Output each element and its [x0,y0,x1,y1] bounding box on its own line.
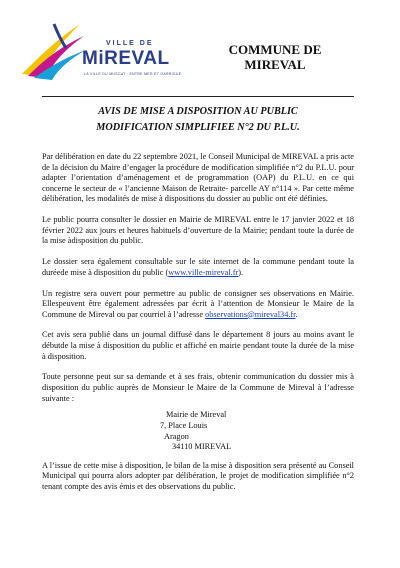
paragraph-conclusion: A l’issue de cette mise à disposition, le bilan de la mise à disposition sera présenté au Conseil Municipal qui pourra alors adopter par délibération, le projet de modification simplifiée n°2 tenant compte des avis émis et des observations du public. [42,460,354,491]
logo-prefix: VILLE DE [106,40,154,47]
logo-tagline: LA VILLE DU MUSCAT · ENTRE MER ET GARRIGUE [84,72,182,76]
address-line-3: Aragon [164,431,189,441]
website-text-end: ). [238,267,244,277]
page-header [0,0,400,90]
commune-heading [200,42,350,72]
paragraph-register [42,289,354,321]
mairie-address [42,410,354,452]
paragraph-consultation: Le public pourra consulter le dossier en Mairie de MIREVAL entre le 17 janvier 2022 et 18 février 2022 aux jours et heures habituels d’ouverture de la Mairie; pendant toute la durée de la mise àdisposition du public. [42,215,354,246]
commune-line-1: COMMUNE DE [228,42,322,57]
paragraph-website [42,257,354,278]
notice-body [42,152,354,503]
website-text: Le dossier sera également consultable sur le site internet de la commune pendant toute la duréede mise à disposition du public ( [42,257,354,277]
address-line-4: 34110 MIREVAL [172,442,232,452]
mireval-logo [18,18,182,80]
notice-title [42,104,354,136]
address-line-1: Mairie de Mireval [166,410,227,420]
title-line-1: AVIS DE MISE A DISPOSITION AU PUBLIC [98,106,298,117]
logo-name: MiREVAL [82,48,170,69]
email-link[interactable]: observations@mireval34.fr [205,309,296,319]
commune-line-2: MIREVAL [244,57,306,72]
register-text-end: . [295,309,298,319]
paragraph-deliberation: Par délibération en date du 22 septembre 2021, le Conseil Municipal de MIREVAL a pris acte de la décision du Maire d’engager la procédure de modification simplifiée n°2 du P.L.U. pour adapter l’orientation d’aménagement et de programmation (OAP) du P.L.U. en ce qui concerne le secteur de « l’ancienne Maison de Retraite- parcelle AY n°114 ». Par cette même délibération, les modalités de mise à dispositions du dossier au public ont été définies. [42,152,354,204]
register-text: Un registre sera ouvert pour permettre au public de consigner ses observations en Mairie. Ellespeuvent être également adressées par écrit à l’attention de Monsieur le Maire de la Commune de Mireval ou par courriel à l’adresse [42,288,354,319]
website-link[interactable]: www.ville-mireval.fr [168,267,239,277]
logo-swoosh-icon [18,18,88,80]
paragraph-publication: Cet avis sera publié dans un journal diffusé dans le département 8 jours au moins avant le débutde la mise à disposition du public et affiché en mairie pendant toute la durée de la mise à disposition. [42,330,354,361]
header-divider [42,96,354,97]
address-line-2: 7, Place Louis [160,421,208,430]
paragraph-request: Toute personne peut sur sa demande et à ses frais, obtenir communication du dossier mis à disposition du public auprès de Monsieur le Maire de la Commune de Mireval à l’adresse suivante : [42,372,354,403]
title-line-2: MODIFICATION SIMPLIFIEE N°2 DU P.L.U. [96,122,300,133]
